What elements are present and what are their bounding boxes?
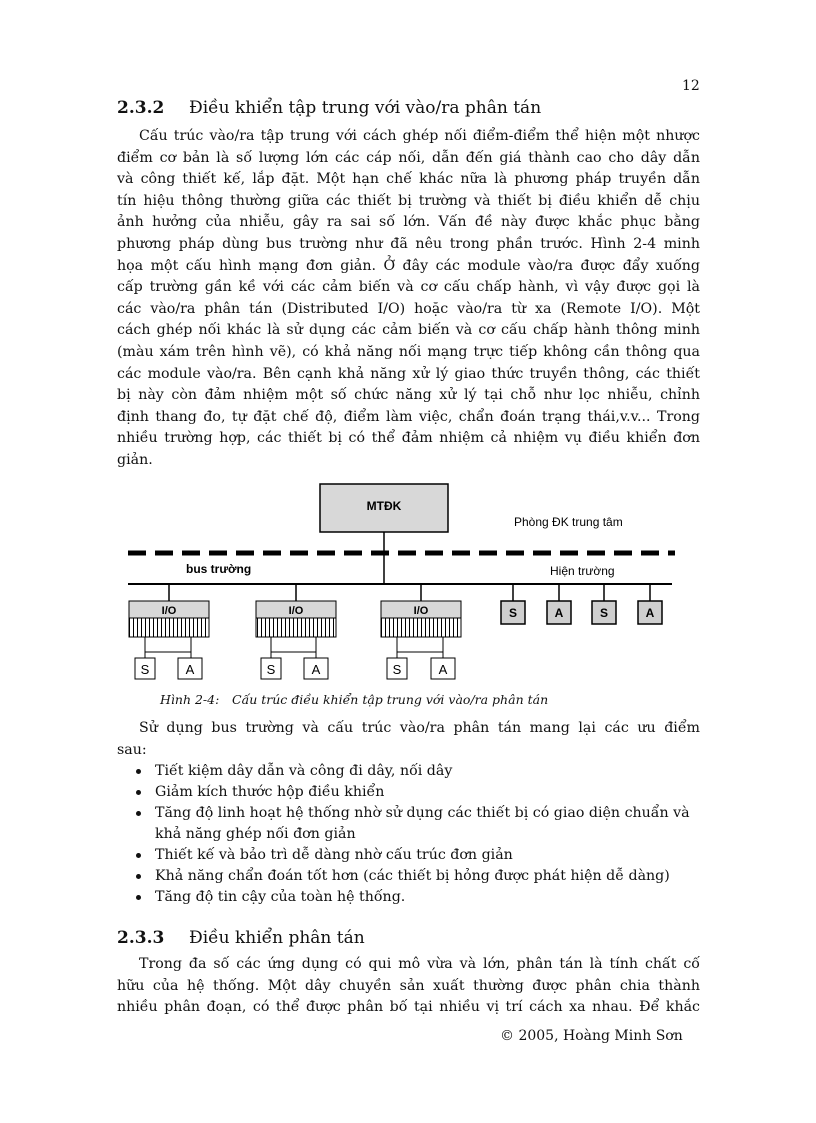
figure-caption [160,692,548,707]
text-line: ảnh hưởng của nhiễu, gây ra sai số lớn. Vấn đề này được khắc phục bằng [117,214,700,231]
text-line: điểm cơ bản là số lượng lớn các cáp nối, dẫn đến giá thành cao cho dây dẫn [117,149,700,166]
text-line: Sử dụng bus trường và cấu trúc vào/ra phân tán mang lại các ưu điểm [139,720,700,736]
text-line: các module vào/ra. Bên cạnh khả năng xử lý giao thức truyền thông, các thiết [117,365,700,382]
io-label: I/O [288,605,304,617]
actuator-label: A [438,662,448,677]
section-number: 2.3.2 [117,98,165,118]
list-item: Thiết kế và bảo trì dễ dàng nhờ cấu trúc đơn giản [117,845,707,866]
controller-label: MTĐK [366,499,402,513]
control-room-label: Phòng ĐK trung tâm [514,515,623,529]
section-number: 2.3.3 [117,928,165,948]
advantages-list [117,761,707,908]
list-item: Giảm kích thước hộp điều khiển [117,782,707,803]
section-2-3-2-paragraph [117,126,700,472]
io-module [256,584,336,679]
text-line: Trong đa số các ứng dụng có qui mô vừa và lớn, phân tán là tính chất cố [139,956,700,972]
io-label: I/O [161,605,177,617]
section-heading-2-3-3 [117,928,365,948]
advantages-intro [117,718,700,761]
io-label: I/O [413,605,429,617]
actuator-label: A [554,606,564,620]
section-title: Điều khiển phân tán [189,928,365,948]
smart-actuator [638,584,662,624]
list-item: Tăng độ tin cậy của toàn hệ thống. [117,887,707,908]
controller-box [320,484,448,532]
text-line: nhiều trường hợp, các thiết bị có thể đảm nhiệm cả nhiệm vụ điều khiển đơn [117,430,700,447]
actuator-label: A [311,662,321,677]
sensor-label: S [508,606,518,620]
sensor-label: S [392,662,402,677]
text-line: bị này còn đảm nhiệm một số chức năng xử lý tại chỗ như lọc nhiễu, chỉnh [117,387,700,404]
section-title: Điều khiển tập trung với vào/ra phân tán [189,98,542,118]
text-line: cách ghép nối khác là sử dụng các cảm biến và cơ cấu chấp hành thông minh [117,322,700,339]
copyright-footer: © 2005, Hoàng Minh Sơn [500,1028,683,1044]
field-label: Hiện trường [550,564,615,578]
text-line: nhiều phân đoạn, có thể được phân bố tại nhiều vị trí cách xa nhau. Để khắc [117,999,700,1016]
list-item: Tiết kiệm dây dẫn và công đi dây, nối dây [117,761,707,782]
actuator-label: A [645,606,655,620]
list-item: Khả năng chẩn đoán tốt hơn (các thiết bị hỏng được phát hiện dễ dàng) [117,866,707,887]
caption-text: Cấu trúc điều khiển tập trung với vào/ra phân tán [232,692,549,707]
io-module [129,584,209,679]
text-line: và công thiết kế, lắp đặt. Một hạn chế khác nữa là phương pháp truyền dẫn [117,171,700,188]
page-number: 12 [682,78,700,94]
text-line: Cấu trúc vào/ra tập trung với cách ghép nối điểm-điểm thể hiện một nhược [139,128,700,144]
caption-label: Hình 2-4: [160,692,220,707]
figure-2-4-diagram [0,478,816,688]
sensor-label: S [140,662,150,677]
text-line: (màu xám trên hình vẽ), có khả năng nối mạng trực tiếp không cần thông qua [117,343,700,360]
smart-actuator [547,584,571,624]
smart-sensor [501,584,525,624]
text-line: phương pháp dùng bus trường như đã nêu trong phần trước. Hình 2-4 minh [117,235,700,252]
bus-label: bus trường [186,562,252,576]
text-line: định thang đo, tự đặt chế độ, điểm làm việc, chẩn đoán trạng thái,v.v... Trong [117,408,700,425]
section-heading-2-3-2 [117,98,541,118]
list-item: Tăng độ linh hoạt hệ thống nhờ sử dụng các thiết bị có giao diện chuẩn và khả năng ghép nối đơn giản [117,803,707,845]
section-2-3-3-paragraph [117,954,700,1019]
io-module [381,584,461,679]
text-line: cấp trường gần kề với các cảm biến và cơ cấu chấp hành, vì vậy được gọi là [117,279,700,296]
smart-sensor [592,584,616,624]
actuator-label: A [185,662,195,677]
sensor-label: S [599,606,609,620]
text-line: sau: [117,741,147,758]
sensor-label: S [266,662,276,677]
text-line: các vào/ra phân tán (Distributed I/O) hoặc vào/ra từ xa (Remote I/O). Một [117,300,700,317]
text-line: giản. [117,451,153,468]
text-line: hữu của hệ thống. Một dây chuyền sản xuất thường được phân chia thành [117,977,700,994]
text-line: họa một cấu hình mạng đơn giản. Ở đây các module vào/ra được đẩy xuống [117,257,700,274]
text-line: tín hiệu thông thường giữa các thiết bị trường và thiết bị điều khiển dễ chịu [117,192,700,209]
